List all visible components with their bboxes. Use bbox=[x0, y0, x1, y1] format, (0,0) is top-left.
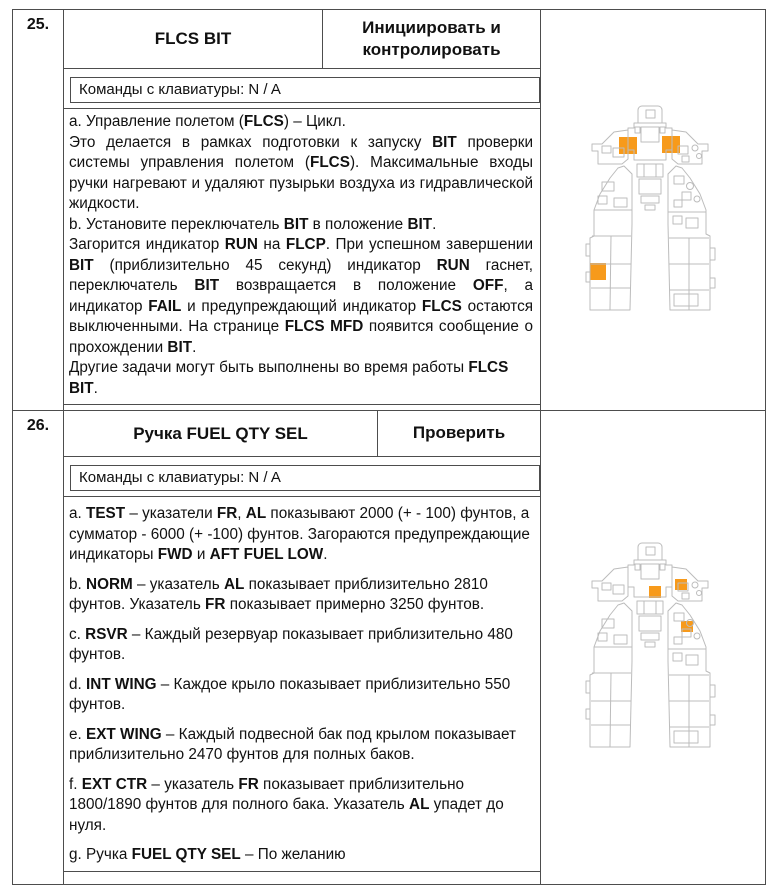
procedure-paragraph: b. Установите переключатель BIT в положение BIT. bbox=[69, 215, 437, 233]
item-header bbox=[64, 411, 540, 457]
procedure-paragraph: e. EXT WING – Каждый подвесной бак под крылом показывает приблизительно 2470 фунтов для полных баков. bbox=[69, 725, 516, 763]
procedure-paragraph: Это делается в рамках подготовки к запуску BIT проверки системы управления полетом (FLCS). Максимальные входы ручки нагревают и удаляют пузырьки воздуха из гидравлической жидкости. bbox=[69, 133, 533, 212]
diagram-cell bbox=[541, 10, 765, 410]
procedure-paragraph: g. Ручка FUEL QTY SEL – По желанию bbox=[69, 846, 346, 863]
procedure-text bbox=[64, 108, 540, 405]
procedure-paragraph: a. Управление полетом (FLCS) – Цикл. bbox=[69, 113, 346, 130]
procedure-paragraph: f. EXT CTR – указатель FR показывает приблизительно 1800/1890 фунтов для полного бака. Указатель AL упадет до нуля. bbox=[69, 775, 504, 834]
procedure-paragraph: d. INT WING – Каждое крыло показывает приблизительно 550 фунтов. bbox=[69, 675, 511, 713]
procedure-paragraph: c. RSVR – Каждый резервуар показывает приблизительно 480 фунтов. bbox=[69, 625, 513, 663]
item-header bbox=[64, 10, 540, 69]
item-action: Инициировать и контролировать bbox=[362, 17, 501, 59]
procedure-paragraph: b. NORM – указатель AL показывает приблизительно 2810 фунтов. Указатель FR показывает примерно 3250 фунтов. bbox=[69, 575, 488, 613]
checklist-item-25 bbox=[12, 9, 766, 411]
keyboard-commands-box: Команды с клавиатуры: N / A bbox=[70, 465, 540, 491]
procedure-paragraph: a. TEST – указатели FR, AL показывают 2000 (+ - 100) фунтов, а сумматор - 6000 (+ -100) фунтов. Загораются предупреждающие индикаторы FWD и AFT FUEL LOW. bbox=[69, 505, 530, 563]
item-number: 26. bbox=[13, 411, 64, 884]
item-title: FLCS BIT bbox=[64, 10, 323, 68]
cockpit-consoles-diagram bbox=[578, 541, 728, 753]
highlighted-panel bbox=[649, 586, 661, 598]
checklist-table bbox=[12, 9, 766, 885]
diagram-cell bbox=[541, 411, 765, 884]
item-content bbox=[64, 411, 541, 884]
item-content bbox=[64, 10, 541, 410]
item-title: Ручка FUEL QTY SEL bbox=[64, 411, 378, 456]
procedure-text bbox=[64, 496, 540, 872]
procedure-paragraph: Загорится индикатор RUN на FLCP. При успешном завершении BIT (приблизительно 45 секунд) индикатор RUN гаснет, переключатель BIT возвращается в положение OFF, а индикатор FAIL и предупреждающий индикатор FLCS остаются выключенными. На странице FLCS MFD появится сообщение о прохождении BIT. bbox=[69, 236, 533, 356]
highlighted-panel bbox=[590, 263, 606, 280]
cockpit-consoles-diagram bbox=[578, 104, 728, 316]
checklist-item-26 bbox=[12, 411, 766, 885]
keyboard-commands-box: Команды с клавиатуры: N / A bbox=[70, 77, 540, 103]
procedure-paragraph: Другие задачи могут быть выполнены во время работы FLCS BIT. bbox=[69, 359, 509, 397]
highlighted-panel bbox=[675, 579, 687, 590]
item-number: 25. bbox=[13, 10, 64, 410]
item-action: Проверить bbox=[412, 423, 506, 443]
